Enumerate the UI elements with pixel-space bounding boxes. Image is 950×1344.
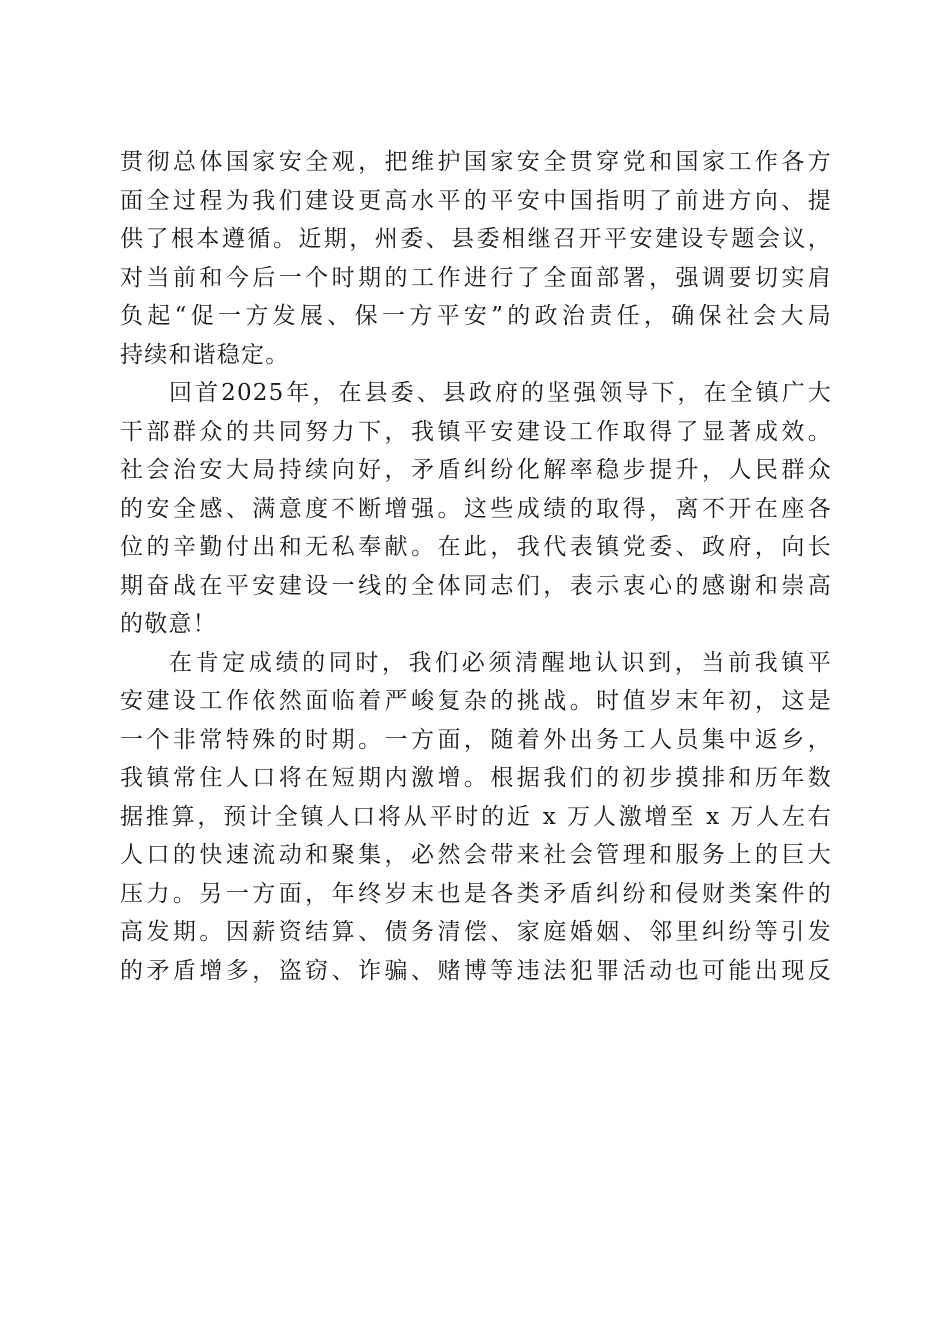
text-line: 的敬意！: [120, 611, 217, 637]
text-line: 安建设工作依然面临着严峻复杂的挑战。时值岁末年初，这是: [120, 688, 832, 714]
text-line: 的矛盾增多，盗窃、诈骗、赌博等违法犯罪活动也可能出现反: [120, 957, 832, 984]
text-line: 供了根本遵循。近期，州委、县委相继召开平安建设专题会议，: [120, 226, 832, 252]
text-line: 一个非常特殊的时期。一方面，随着外出务工人员集中返乡，: [120, 726, 832, 753]
text-line: 社会治安大局持续向好，矛盾纠纷化解率稳步提升，人民群众: [120, 457, 832, 483]
text-line: 高发期。因薪资结算、债务清偿、家庭婚姻、邻里纠纷等引发: [120, 919, 832, 945]
paragraph-1: [120, 143, 832, 374]
text-line: 贯彻总体国家安全观，把维护国家安全贯穿党和国家工作各方: [120, 149, 832, 175]
text-line: 干部群众的共同努力下，我镇平安建设工作取得了显著成效。: [120, 418, 832, 445]
document-body: [120, 143, 832, 990]
paragraph-2: [120, 374, 832, 644]
text-line: 压力。另一方面，年终岁末也是各类矛盾纠纷和侵财类案件的: [120, 880, 832, 907]
paragraph-3: [120, 644, 832, 991]
text-line: 面全过程为我们建设更高水平的平安中国指明了前进方向、提: [120, 187, 832, 214]
text-line: 据推算，预计全镇人口将从平时的近 x 万人激增至 x 万人左右: [120, 803, 832, 830]
text-line: 人口的快速流动和聚集，必然会带来社会管理和服务上的巨大: [120, 842, 832, 868]
text-line: 的安全感、满意度不断增强。这些成绩的取得，离不开在座各: [120, 495, 832, 522]
text-line: 持续和谐稳定。: [120, 341, 290, 368]
text-line: 我镇常住人口将在短期内激增。根据我们的初步摸排和历年数: [120, 765, 832, 791]
text-line: 负起“促一方发展、保一方平安”的政治责任，确保社会大局: [120, 303, 832, 329]
text-line: 期奋战在平安建设一线的全体同志们，表示衷心的感谢和崇高: [120, 572, 832, 599]
text-line: 对当前和今后一个时期的工作进行了全面部署，强调要切实肩: [120, 264, 832, 291]
text-line: 位的辛勤付出和无私奉献。在此，我代表镇党委、政府，向长: [120, 534, 832, 560]
text-line: 在肯定成绩的同时，我们必须清醒地认识到，当前我镇平: [169, 649, 832, 676]
text-line: 回首2025年，在县委、县政府的坚强领导下，在全镇广大: [169, 380, 832, 406]
